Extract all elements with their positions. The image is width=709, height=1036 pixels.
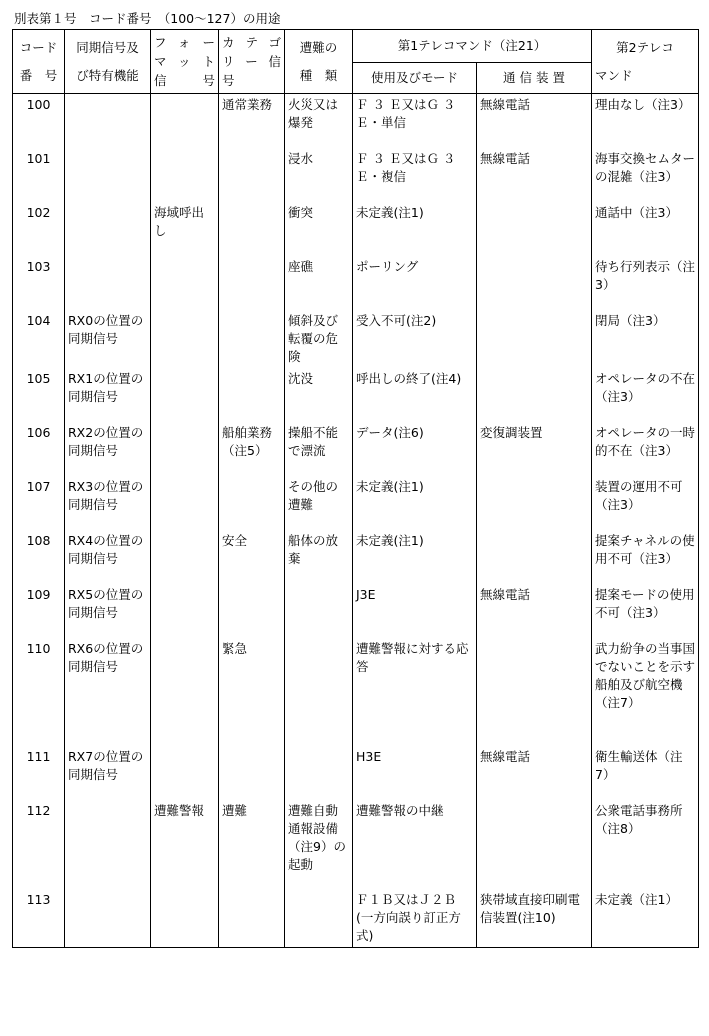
cell-telecom2: 待ち行列表示（注3） (592, 256, 699, 310)
cell-category (219, 368, 285, 422)
header-distress-line1: 遭難の (299, 39, 338, 55)
cell-usage: Ｆ ３ Ｅ又はＧ ３Ｅ・単信 (353, 94, 477, 148)
table-row (13, 368, 699, 422)
cell-sync: RX0の位置の同期信号 (65, 310, 151, 368)
cell-code: 108 (13, 530, 65, 584)
cell-code: 106 (13, 422, 65, 476)
cell-category: 船舶業務（注5） (219, 422, 285, 476)
cell-sync: RX6の位置の同期信号 (65, 638, 151, 746)
cell-category (219, 148, 285, 202)
cell-telecom2: 閉局（注3） (592, 310, 699, 368)
cell-category: 安全 (219, 530, 285, 584)
cell-usage: データ(注6) (353, 422, 477, 476)
cell-code: 100 (13, 94, 65, 148)
cell-device (477, 800, 592, 889)
cell-sync: RX5の位置の同期信号 (65, 584, 151, 638)
cell-format (151, 638, 219, 746)
cell-format (151, 422, 219, 476)
cell-format: 海域呼出し (151, 202, 219, 256)
cell-format (151, 889, 219, 948)
cell-device: 狭帯域直接印刷電信装置(注10) (477, 889, 592, 948)
cell-format (151, 256, 219, 310)
cell-format (151, 94, 219, 148)
cell-usage: Ｆ ３ Ｅ又はＧ ３Ｅ・複信 (353, 148, 477, 202)
cell-category: 緊急 (219, 638, 285, 746)
cell-telecom2: オペレータの一時的不在（注3） (592, 422, 699, 476)
header-code (13, 30, 65, 94)
cell-category: 遭難 (219, 800, 285, 889)
cell-distress (285, 746, 353, 800)
cell-code: 113 (13, 889, 65, 948)
cell-sync: RX7の位置の同期信号 (65, 746, 151, 800)
cell-usage: 未定義(注1) (353, 476, 477, 530)
cell-telecom2: 提案チャネルの使用不可（注3） (592, 530, 699, 584)
cell-code: 111 (13, 746, 65, 800)
table-row (13, 202, 699, 256)
cell-sync: RX4の位置の同期信号 (65, 530, 151, 584)
table-row (13, 800, 699, 889)
header-distress-line2: 種 類 (299, 67, 338, 83)
code-table (12, 29, 699, 948)
cell-distress (285, 889, 353, 948)
header-telecom2-line2: マンド (595, 67, 633, 83)
cell-format (151, 476, 219, 530)
cell-distress (285, 638, 353, 746)
cell-device: 無線電話 (477, 746, 592, 800)
cell-device (477, 202, 592, 256)
table-row (13, 889, 699, 948)
cell-format (151, 746, 219, 800)
table-row (13, 638, 699, 746)
header-format-line3: 信 号 (154, 73, 215, 88)
cell-category (219, 476, 285, 530)
header-telecom2-line1: 第2テレコ (616, 39, 674, 55)
header-code-line2: 番 号 (19, 67, 58, 83)
header-telecom1: 第1テレコマンド（注21） (353, 30, 592, 63)
cell-telecom2: 装置の運用不可（注3） (592, 476, 699, 530)
cell-distress: 船体の放棄 (285, 530, 353, 584)
cell-category (219, 310, 285, 368)
cell-usage: H3E (353, 746, 477, 800)
cell-usage: 遭難警報に対する応答 (353, 638, 477, 746)
table-caption: 別表第１号 コード番号 （100〜127）の用途 (14, 11, 281, 26)
header-sync-line1: 同期信号及 (76, 39, 139, 55)
cell-usage: 受入不可(注2) (353, 310, 477, 368)
cell-category (219, 256, 285, 310)
cell-distress: 沈没 (285, 368, 353, 422)
cell-usage: 呼出しの終了(注4) (353, 368, 477, 422)
header-format-line1: フォー (154, 35, 215, 50)
cell-device (477, 638, 592, 746)
header-category-line1: カテゴ (222, 35, 281, 50)
table-row (13, 422, 699, 476)
cell-format (151, 368, 219, 422)
cell-category: 通常業務 (219, 94, 285, 148)
cell-format (151, 310, 219, 368)
cell-device (477, 476, 592, 530)
cell-sync (65, 148, 151, 202)
cell-code: 107 (13, 476, 65, 530)
cell-code: 105 (13, 368, 65, 422)
header-category-line3: 号 (222, 73, 235, 88)
header-format (151, 30, 219, 94)
cell-distress: 傾斜及び転覆の危険 (285, 310, 353, 368)
cell-category (219, 889, 285, 948)
table-row (13, 476, 699, 530)
cell-code: 103 (13, 256, 65, 310)
cell-distress: その他の遭難 (285, 476, 353, 530)
cell-sync (65, 800, 151, 889)
cell-usage: 未定義(注1) (353, 530, 477, 584)
cell-sync (65, 94, 151, 148)
cell-format (151, 148, 219, 202)
cell-device: 変復調装置 (477, 422, 592, 476)
cell-format (151, 530, 219, 584)
header-sync (65, 30, 151, 94)
cell-category (219, 584, 285, 638)
cell-device (477, 368, 592, 422)
cell-sync: RX3の位置の同期信号 (65, 476, 151, 530)
cell-usage: ポーリング (353, 256, 477, 310)
header-device: 通 信 装 置 (477, 63, 592, 94)
cell-telecom2: 武力紛争の当事国でないことを示す船舶及び航空機（注7） (592, 638, 699, 746)
cell-sync: RX1の位置の同期信号 (65, 368, 151, 422)
cell-telecom2: 通話中（注3） (592, 202, 699, 256)
table-row (13, 256, 699, 310)
header-category (219, 30, 285, 94)
header-distress (285, 30, 353, 94)
cell-sync (65, 202, 151, 256)
cell-code: 101 (13, 148, 65, 202)
cell-format (151, 584, 219, 638)
cell-device: 無線電話 (477, 148, 592, 202)
header-usage-mode: 使用及びモード (353, 63, 477, 94)
cell-distress: 操船不能で漂流 (285, 422, 353, 476)
header-format-line2: マット (154, 54, 215, 69)
table-row (13, 584, 699, 638)
cell-code: 112 (13, 800, 65, 889)
table-row (13, 310, 699, 368)
cell-distress (285, 584, 353, 638)
cell-distress: 座礁 (285, 256, 353, 310)
cell-telecom2: 海事交換セムターの混雑（注3） (592, 148, 699, 202)
cell-category (219, 746, 285, 800)
cell-telecom2: 提案モードの使用不可（注3） (592, 584, 699, 638)
cell-usage: 未定義(注1) (353, 202, 477, 256)
cell-telecom2: 未定義（注1） (592, 889, 699, 948)
cell-usage: Ｆ１Ｂ又はＪ２Ｂ(一方向誤り訂正方式) (353, 889, 477, 948)
header-category-line2: リー信 (222, 54, 281, 69)
cell-code: 109 (13, 584, 65, 638)
cell-format: 遭難警報 (151, 800, 219, 889)
cell-telecom2: オペレータの不在（注3） (592, 368, 699, 422)
header-sync-line2: び特有機能 (76, 67, 139, 83)
header-telecom2 (592, 30, 699, 94)
cell-code: 102 (13, 202, 65, 256)
cell-distress: 遭難自動通報設備（注9）の起動 (285, 800, 353, 889)
cell-sync (65, 889, 151, 948)
cell-usage: J3E (353, 584, 477, 638)
cell-device (477, 310, 592, 368)
cell-sync (65, 256, 151, 310)
table-row (13, 530, 699, 584)
cell-distress: 衝突 (285, 202, 353, 256)
cell-telecom2: 公衆電話事務所（注8） (592, 800, 699, 889)
cell-device (477, 530, 592, 584)
cell-usage: 遭難警報の中継 (353, 800, 477, 889)
cell-distress: 浸水 (285, 148, 353, 202)
cell-device: 無線電話 (477, 584, 592, 638)
table-row (13, 746, 699, 800)
cell-category (219, 202, 285, 256)
table-row (13, 94, 699, 148)
table-row (13, 148, 699, 202)
cell-device (477, 256, 592, 310)
cell-telecom2: 衛生輸送体（注7） (592, 746, 699, 800)
cell-code: 110 (13, 638, 65, 746)
cell-sync: RX2の位置の同期信号 (65, 422, 151, 476)
cell-device: 無線電話 (477, 94, 592, 148)
header-code-line1: コード (19, 39, 58, 55)
cell-telecom2: 理由なし（注3） (592, 94, 699, 148)
cell-distress: 火災又は爆発 (285, 94, 353, 148)
cell-code: 104 (13, 310, 65, 368)
